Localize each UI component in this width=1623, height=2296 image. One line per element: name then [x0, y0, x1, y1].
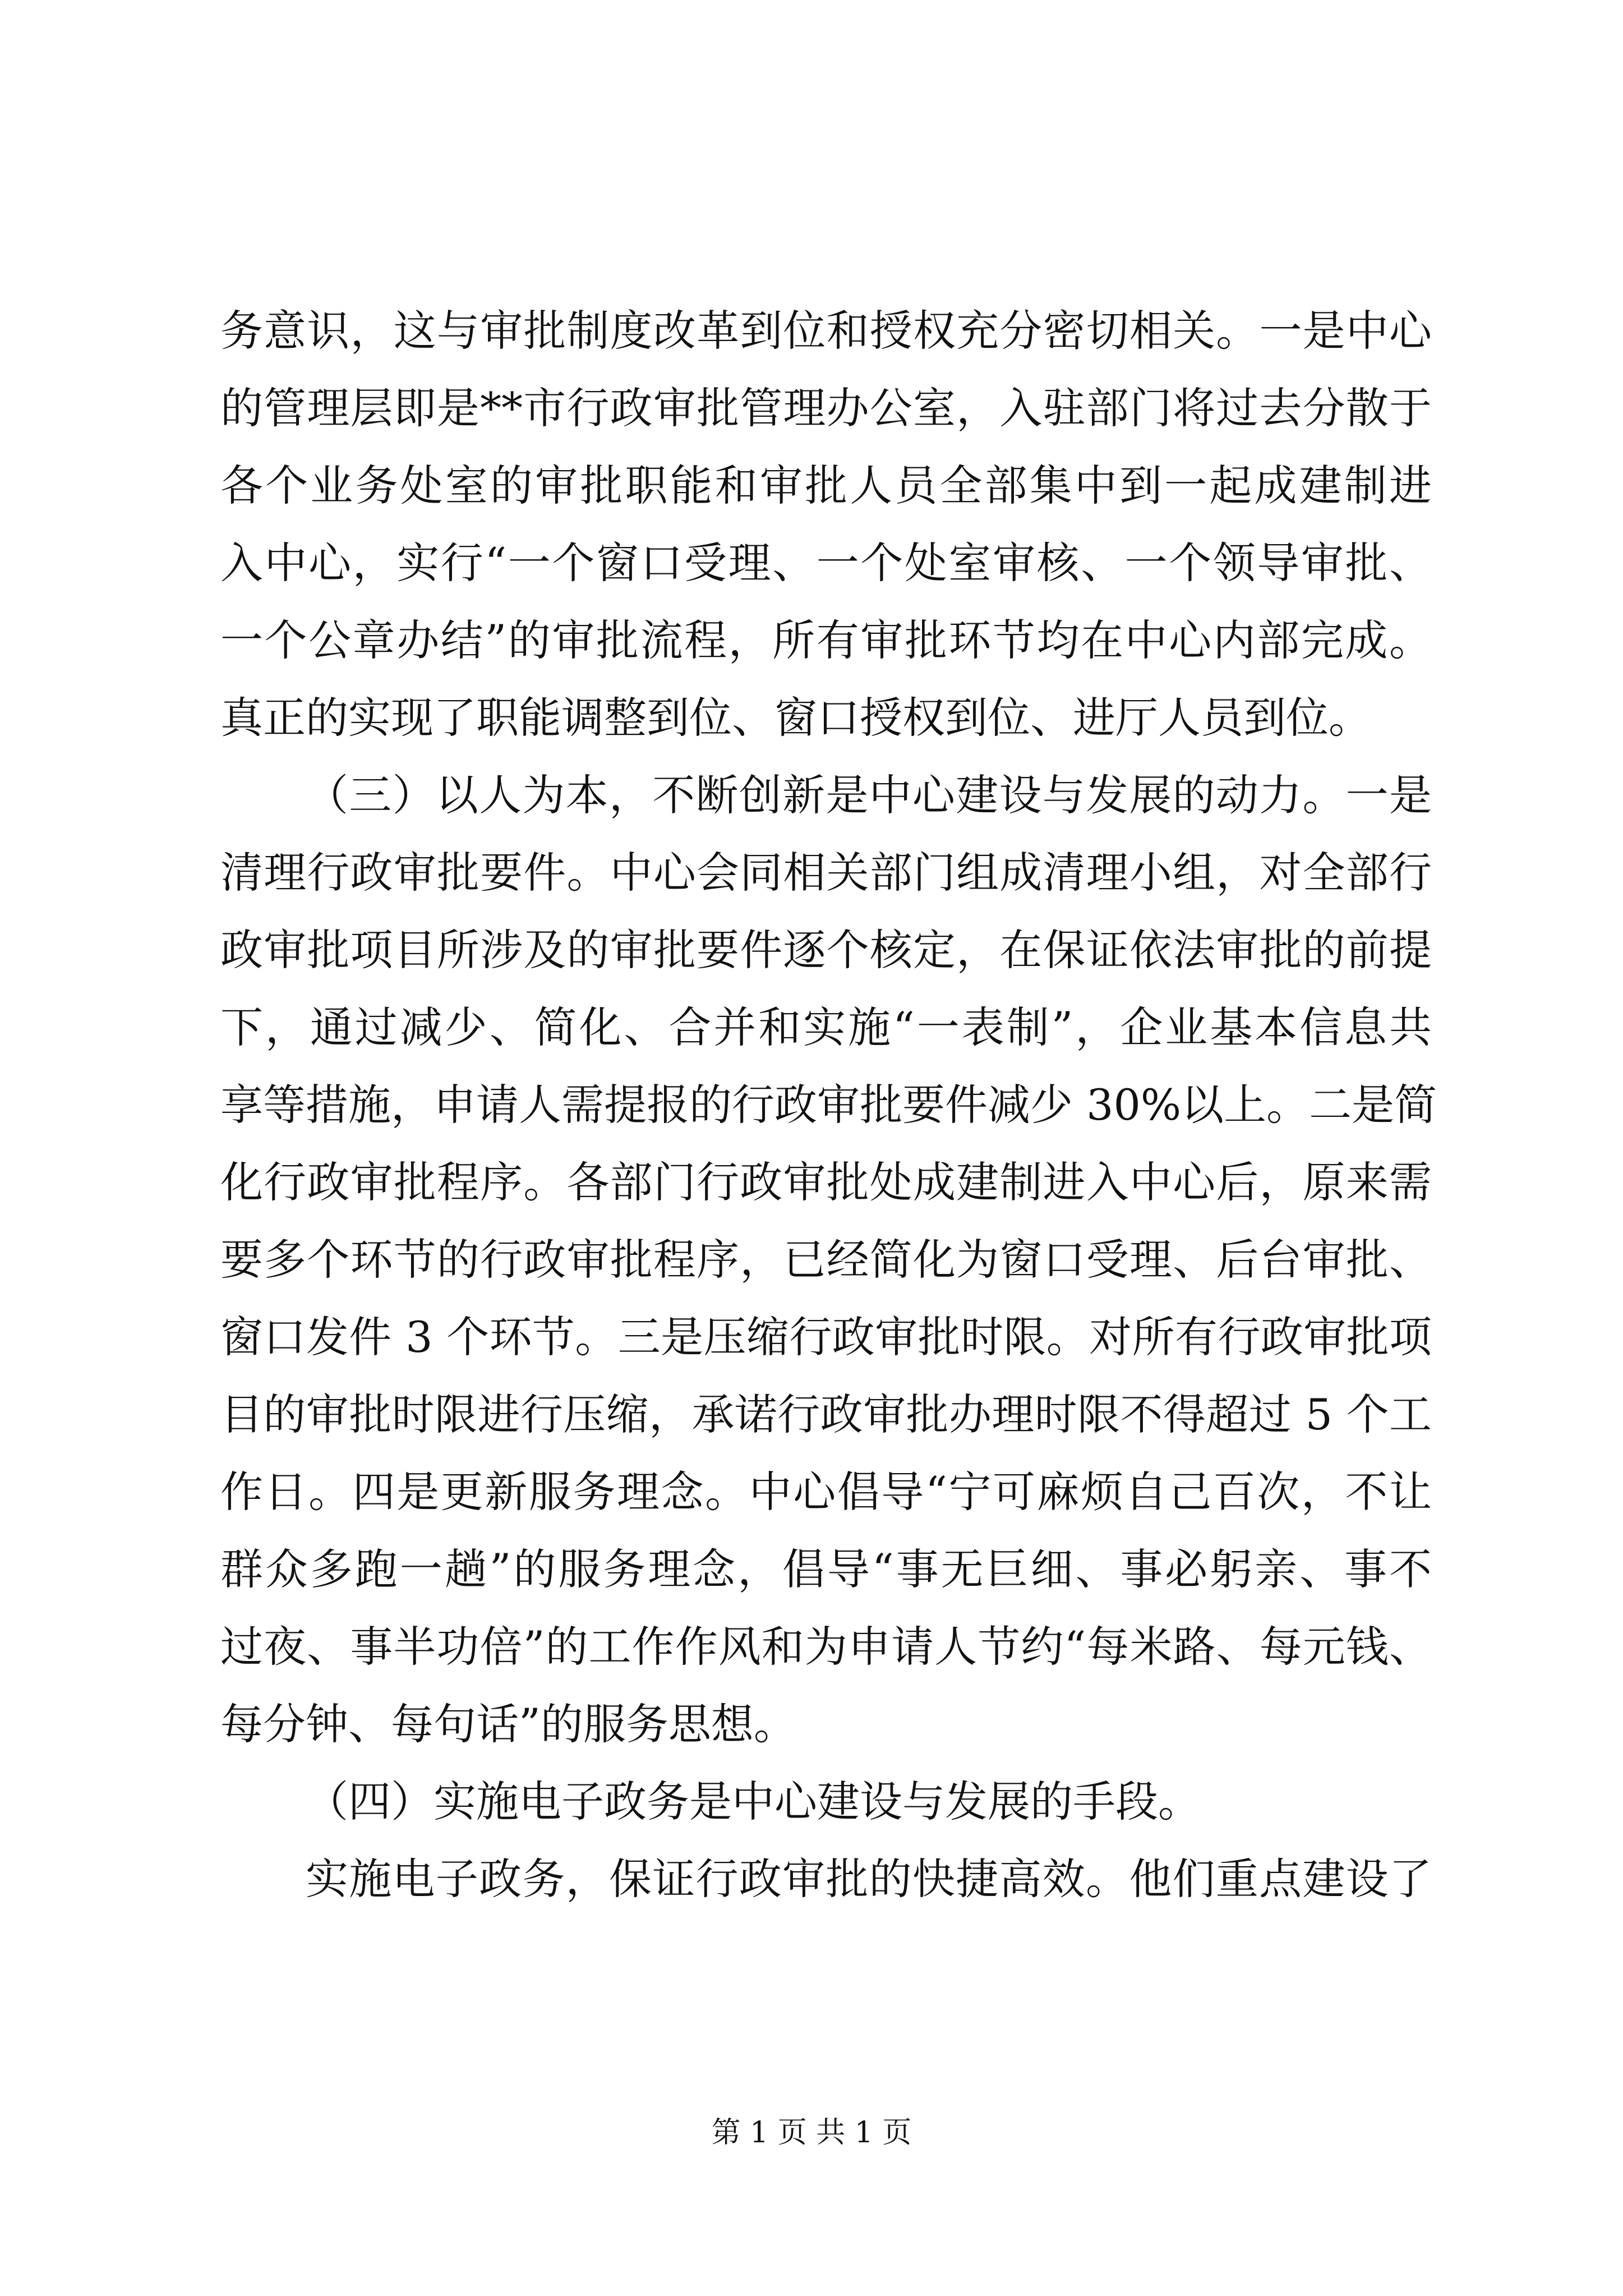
text-line-7: （三）以人为本，不断创新是中心建设与发展的动力。一是 [306, 770, 1432, 820]
text-line-1: 务意识，这与审批制度改革到位和授权充分密切相关。一是中心 [220, 306, 1432, 356]
text-line-19: 每分钟、每句话”的服务思想。 [220, 1699, 796, 1749]
text-line-21: 实施电子政务，保证行政审批的快捷高效。他们重点建设了 [306, 1854, 1432, 1904]
text-line-2: 的管理层即是**市行政审批管理办公室，入驻部门将过去分散于 [220, 383, 1432, 433]
text-line-17: 群众多跑一趟”的服务理念，倡导“事无巨细、事必躬亲、事不 [220, 1544, 1432, 1594]
text-line-5: 一个公章办结”的审批流程，所有审批环节均在中心内部完成。 [220, 615, 1432, 665]
text-line-18: 过夜、事半功倍”的工作作风和为申请人节约“每米路、每元钱、 [220, 1622, 1432, 1672]
section-heading-4: （四）实施电子政务是中心建设与发展的手段。 [306, 1777, 1201, 1826]
text-line-10: 下，通过减少、简化、合并和实施“一表制”，企业基本信息共 [220, 1002, 1432, 1052]
page-footer: 第 1 页 共 1 页 [711, 2116, 912, 2150]
text-line-9: 政审批项目所涉及的审批要件逐个核定，在保证依法审批的前提 [220, 925, 1432, 975]
text-line-3: 各个业务处室的审批职能和审批人员全部集中到一起成建制进 [220, 461, 1432, 510]
text-line-12: 化行政审批程序。各部门行政审批处成建制进入中心后，原来需 [220, 1157, 1432, 1207]
text-line-6: 真正的实现了职能调整到位、窗口授权到位、进厅人员到位。 [220, 693, 1371, 743]
text-line-15: 目的审批时限进行压缩，承诺行政审批办理时限不得超过 5 个工 [220, 1389, 1432, 1439]
text-line-13: 要多个环节的行政审批程序，已经简化为窗口受理、后台审批、 [220, 1235, 1432, 1285]
text-line-11: 享等措施，申请人需提报的行政审批要件减少 30%以上。二是简 [220, 1080, 1437, 1130]
text-line-4: 入中心，实行“一个窗口受理、一个处室审核、一个领导审批、 [220, 538, 1432, 588]
text-line-16: 作日。四是更新服务理念。中心倡导“宁可麻烦自己百次，不让 [220, 1467, 1432, 1517]
text-line-8: 清理行政审批要件。中心会同相关部门组成清理小组，对全部行 [220, 848, 1432, 898]
text-line-14: 窗口发件 3 个环节。三是压缩行政审批时限。对所有行政审批项 [220, 1312, 1432, 1362]
